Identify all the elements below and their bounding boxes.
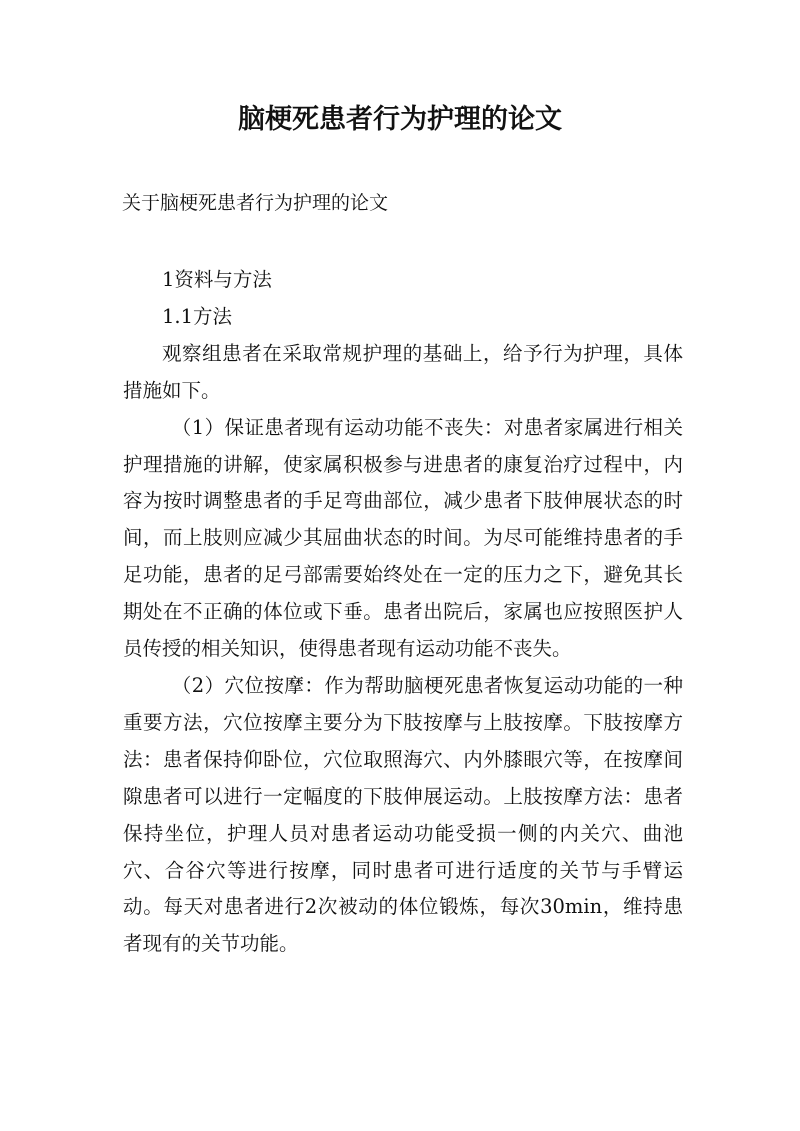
document-body <box>123 262 683 963</box>
document-subtitle: 关于脑梗死患者行为护理的论文 <box>122 192 389 214</box>
paragraph-item-1: （1）保证患者现有运动功能不丧失：对患者家属进行相关护理措施的讲解，使家属积极参与进患者的康复治疗过程中，内容为按时调整患者的手足弯曲部位，减少患者下肢伸展状态的时间，而上肢则应减少其屈曲状态的时间。为尽可能维持患者的手足功能，患者的足弓部需要始终处在一定的压力之下，避免其长期处在不正确的体位或下垂。患者出院后，家属也应按照医护人员传授的相关知识，使得患者现有运动功能不丧失。 <box>123 415 683 661</box>
paragraph-item-2: （2）穴位按摩：作为帮助脑梗死患者恢复运动功能的一种重要方法，穴位按摩主要分为下肢按摩与上肢按摩。下肢按摩方法：患者保持仰卧位，穴位取照海穴、内外膝眼穴等，在按摩间隙患者可以进行一定幅度的下肢伸展运动。上肢按摩方法：患者保持坐位，护理人员对患者运动功能受损一侧的内关穴、曲池穴、合谷穴等进行按摩，同时患者可进行适度的关节与手臂运动。每天对患者进行2次被动的体位锻炼，每次30min，维持患者现有的关节功能。 <box>123 673 683 956</box>
document-title: 脑梗死患者行为护理的论文 <box>238 104 562 135</box>
paragraph-intro: 观察组患者在采取常规护理的基础上，给予行为护理，具体措施如下。 <box>123 341 683 402</box>
section-heading-1: 1资料与方法 <box>162 268 272 291</box>
section-heading-1-1: 1.1方法 <box>162 304 233 328</box>
